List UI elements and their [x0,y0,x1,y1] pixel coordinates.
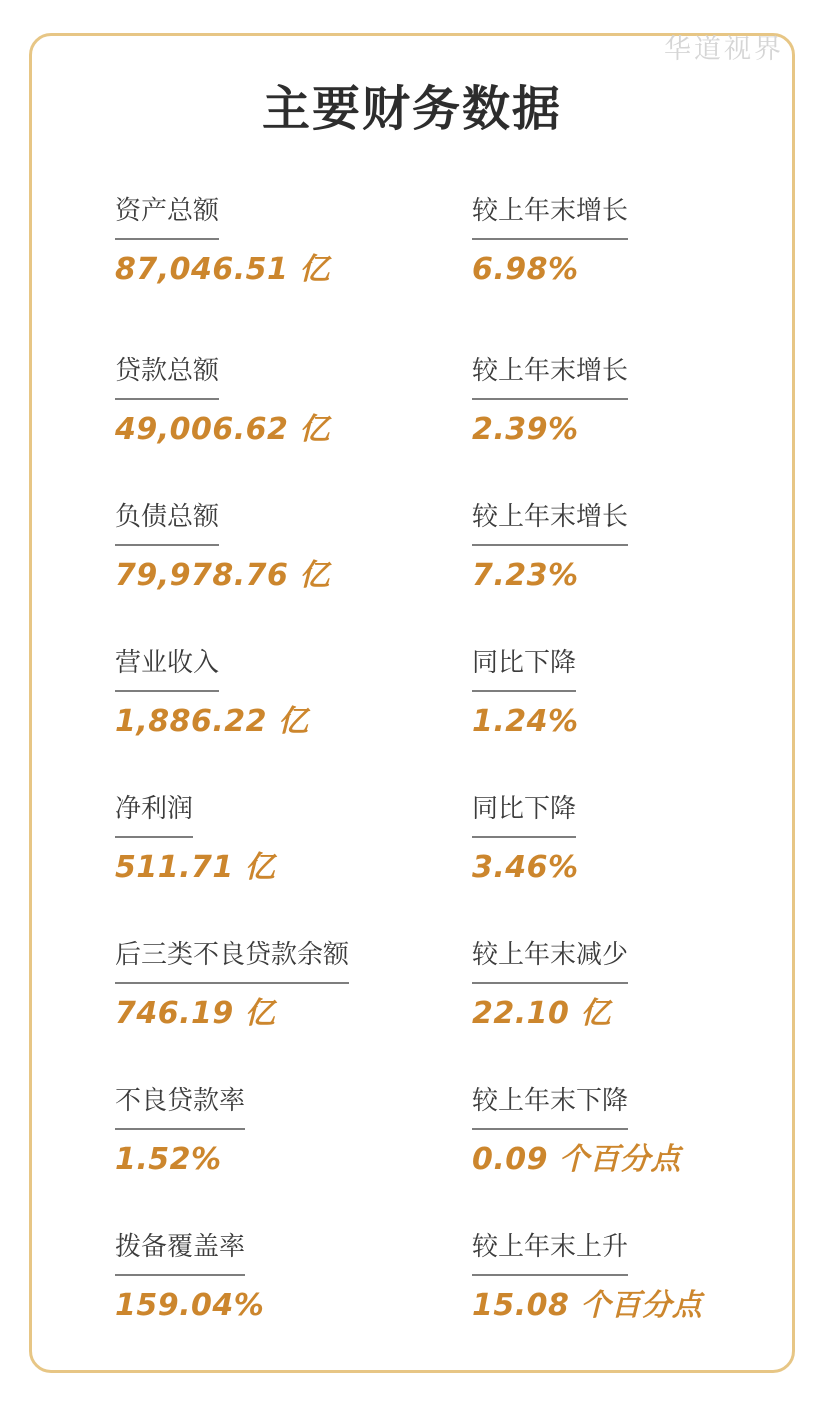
metric-label: 资产总额 [115,198,219,240]
metric-value: 746.19 亿 [115,996,276,1032]
metric-cell [115,942,472,1088]
metric-value: 79,978.76 亿 [115,558,330,594]
change-value: 15.08 个百分点 [472,1288,703,1324]
change-label: 较上年末上升 [472,1234,628,1276]
metric-cell [115,1234,472,1380]
change-cell [472,358,702,504]
change-value: 1.24% [472,704,579,740]
metric-value: 159.04% [115,1288,265,1324]
metric-label: 后三类不良贷款余额 [115,942,349,984]
metric-row [115,942,702,1088]
change-label: 较上年末增长 [472,504,628,546]
metric-row [115,1088,702,1234]
change-label: 较上年末增长 [472,358,628,400]
change-label: 较上年末下降 [472,1088,628,1130]
watermark: 华道视界 [664,34,784,65]
change-cell [472,1088,702,1234]
metric-cell [115,358,472,504]
metric-cell [115,650,472,796]
metric-row [115,1234,702,1380]
change-cell [472,650,702,796]
metric-label: 不良贷款率 [115,1088,245,1130]
metric-row [115,650,702,796]
change-label: 同比下降 [472,796,576,838]
change-cell [472,1234,702,1380]
change-value: 7.23% [472,558,579,594]
change-value: 0.09 个百分点 [472,1142,681,1178]
change-cell [472,504,702,650]
metric-cell [115,1088,472,1234]
change-value: 3.46% [472,850,579,886]
change-cell [472,198,702,358]
metric-cell [115,796,472,942]
change-value: 2.39% [472,412,579,448]
page-title: 主要财务数据 [261,81,562,137]
metric-row [115,358,702,504]
metric-cell [115,198,472,358]
metric-label: 净利润 [115,796,193,838]
metrics-list [115,198,702,1380]
metric-value: 511.71 亿 [115,850,276,886]
change-cell [472,942,702,1088]
change-cell [472,796,702,942]
metric-label: 拨备覆盖率 [115,1234,245,1276]
change-value: 6.98% [472,252,579,288]
metric-value: 49,006.62 亿 [115,412,330,448]
change-label: 较上年末减少 [472,942,628,984]
change-label: 较上年末增长 [472,198,628,240]
metric-row [115,796,702,942]
metric-value: 1.52% [115,1142,222,1178]
metric-cell [115,504,472,650]
metric-row [115,198,702,358]
metric-row [115,504,702,650]
change-label: 同比下降 [472,650,576,692]
change-value: 22.10 亿 [472,996,611,1032]
metric-label: 贷款总额 [115,358,219,400]
metric-label: 负债总额 [115,504,219,546]
metric-value: 87,046.51 亿 [115,252,330,288]
metric-label: 营业收入 [115,650,219,692]
metric-value: 1,886.22 亿 [115,704,309,740]
